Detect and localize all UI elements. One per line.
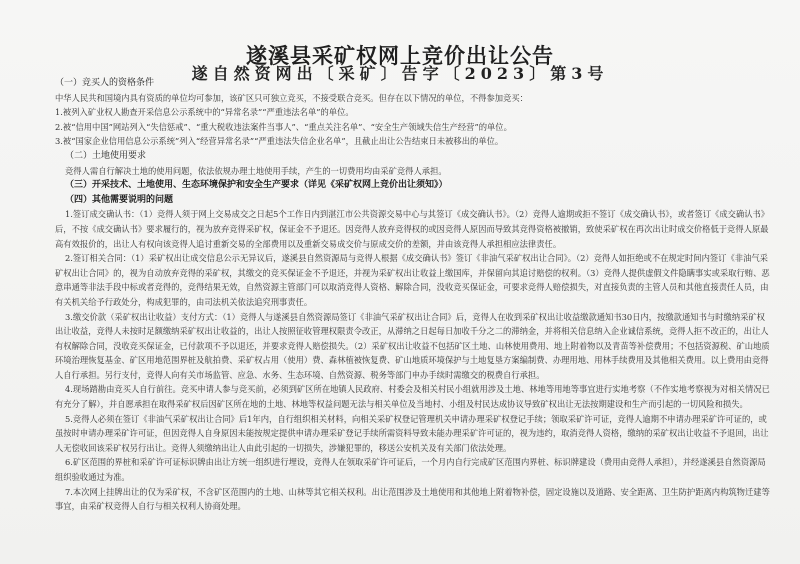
document-number: 遂自然资网出〔采矿〕告字〔2023〕第3号 [191, 64, 609, 83]
paragraph: 3.被“国家企业信用信息公示系统”列入“经营异常名录”“严重违法失信企业名单”，且截止出让公告结束日未被移出的单位。 [55, 136, 504, 147]
paragraph: 2.签订相关合同：（1）采矿权出让成交信息公示无异议后，遂溪县自然资源局与竞得人根据《成交确认书》签订《非油气采矿权出让合同》。（2）竞得人如拒绝或不在规定时间内签订《非油气采矿权出让合同》的，视为自动放弃竞得的采矿权，其缴交的竞买保证金不予退还，并视为采矿权出让收益上缴国库，并保留向其追讨赔偿的权利。（3）竞得人提供虚假文件隐瞒事实或采取行贿、恶意串通等非法手段中标或者竞得的，竞得结果无效，自然资源主管部门可以取消竞得人资格、解除合同，没收竞买保证金，可要求竞得人赔偿损失，对直接负责的主管人员和其他直接责任人员，由有关机关给予行政处分，构成犯罪的，由司法机关依法追究刑事责任。 [55, 253, 770, 307]
section-heading-other-issues: （四）其他需要说明的问题 [65, 194, 174, 205]
document-body [55, 76, 772, 514]
paragraph: 1.签订成交确认书：（1）竞得人须于网上交易成交之日起5个工作日内到湛江市公共资源交易中心与其签订《成交确认书》。（2）竞得人逾期或拒不签订《成交确认书》，或者签订《成交确认书》后，不按《成交确认书》要求履行的，视为放弃竞得采矿权，保证金不予退还。因竞得人放弃竞得权的或因竞得人原因而导致其竞得资格被撤销，致使采矿权在再次出让时成交价格低于竞得人原最高有效报价的，出让人有权向该竞得人追讨重新交易的全部费用以及重新交易成交价与原成交价的差额，并由该竞得人承担相应法律责任。 [55, 209, 770, 249]
paragraph: 4.现场踏勘由竞买人自行前往。竞买申请人参与竞买前，必须到矿区所在地镇人民政府、村委会及相关村民小组就用涉及土地、林地等用地等事宜进行实地考察（不作实地考察视为对相关情况已有充分了解），并自愿承担在取得采矿权后因矿区所在地的土地、林地等权益问题无法与相关单位及当地村、小组及村民达成协议导致矿权出让无法按期建设和生产而引起的一切风险和损失。 [55, 384, 770, 410]
paragraph: 5.竞得人必须在签订《非油气采矿权出让合同》后1年内，自行组织相关材料，向相关采矿权登记管理机关申请办理采矿权登记手续；领取采矿许可证，竞得人逾期不申请办理采矿许可证的，或虽按时申请办理采矿许可证，但因竞得人自身原因未能按规定提供申请办理采矿登记手续所需资料导致未能办理采矿许可证的，视为违约，取消竞得人资格，缴纳的采矿权出让收益不予退回，出让人无偿收回该采矿权另行出让。竞得人须缴纳出让人由此引起的一切损失，涉嫌犯罪的，移送公安机关及有关部门依法处理。 [55, 413, 769, 453]
section-heading-qualification: （一）竞买人的资格条件 [55, 78, 155, 88]
paragraph: 7.本次网上挂牌出让的仅为采矿权，不含矿区范围内的土地、山林等其它相关权利。出让范围涉及土地使用和其他地上附着物补偿，固定设施以及道路、安全距离、卫生防护距离内构筑物迁建等事宜，由采矿权竞得人自行与相关权利人协商处理。 [55, 486, 770, 512]
paragraph: 2.被“信用中国”网站列入“失信惩戒”、“重大税收违法案件当事人”、“重点关注名单”、“安全生产领域失信生产经营”的单位。 [55, 121, 512, 132]
paragraph: 竞得人需自行解决土地的使用问题，依法依规办理土地使用手续，产生的一切费用均由采矿竞得人承担。 [65, 165, 447, 176]
document-title: 遂溪县采矿权网上竞价出让公告 [246, 43, 554, 68]
paragraph: 6.矿区范围的界桩和采矿许可证标识牌由出让方统一组织进行埋设，竞得人在领取采矿许可证后，一个月内自行完成矿区范围内界桩、标识牌建设（费用由竞得人承担），并经遂溪县自然资源局组织验收通过为准。 [55, 457, 766, 483]
section-heading-technical-requirements: （三）开采技术、土地使用、生态环境保护和安全生产要求（详见《采矿权网上竞价出让须知》） [65, 180, 448, 191]
paragraph: 1.被列入矿业权人勘查开采信息公示系统中的“异常名录”“严重违法名单”的单位。 [55, 107, 354, 118]
paragraph: 中华人民共和国境内具有资质的单位均可参加，该矿区只可独立竞买，不接受联合竞买。但存在以下情况的单位，不得参加竞买： [55, 92, 528, 103]
section-heading-land-use: （二）土地使用要求 [65, 150, 147, 161]
paragraph: 3.缴交价款（采矿权出让收益）支付方式：（1）竞得人与遂溪县自然资源局签订《非油气采矿权出让合同》后，竞得人在收到采矿权出让收益缴款通知书30日内，按缴款通知书与时缴纳采矿权出让收益，竞得人未按时足额缴纳采矿权出让收益的，出让人按照征收管理权限责令改正，从滞纳之日起每日加收千分之二的滞纳金，并将相关信息纳入企业诚信系统，竞得人拒不改正的，出让人有权解除合同，没收竞买保证金，已付款项不予以退还，并要求竞得人赔偿损失。（2）采矿权出让收益不包括矿区土地、山林使用费用、地上附着物以及青苗等补偿费用；不包括资源税、矿山地质环境治理恢复基金、矿区用地范围界桩及航拍费、采矿权占用（使用）费、森林植被恢复费、矿山地质环境保护与土地复垦方案编制费、办理用地、用林手续费用及其他相关费用。以上费用由竞得人自行承担。另行支付，竞得人向有关市场监管、应急、水务、生态环境、自然资源、税务等部门申办手续时需缴交的税费自行承担。 [55, 311, 770, 380]
